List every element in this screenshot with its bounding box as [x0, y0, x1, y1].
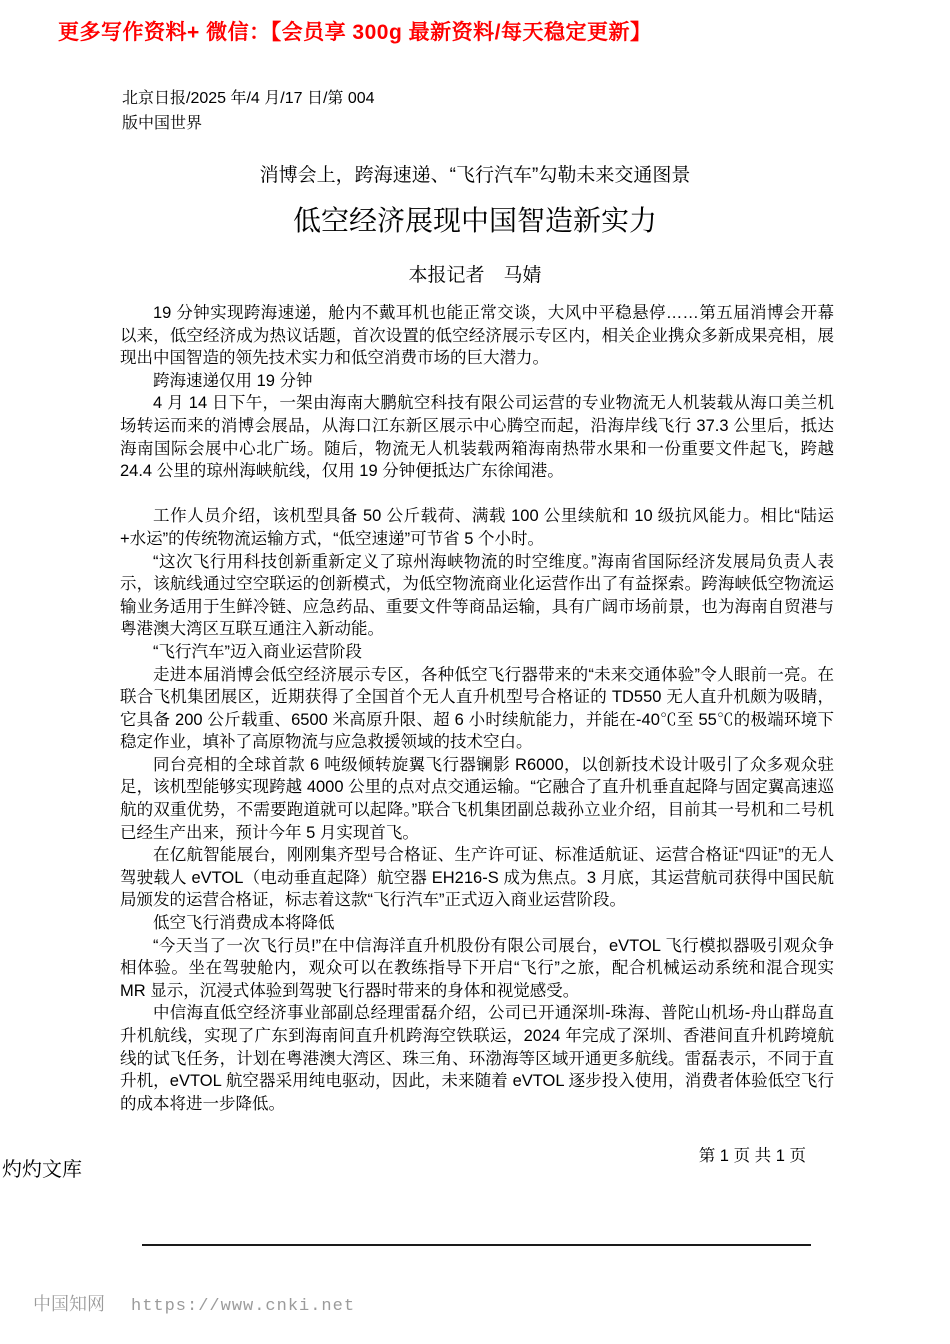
article-paragraph: 走进本届消博会低空经济展示专区，各种低空飞行器带来的“未来交通体验”令人眼前一亮。在联合飞机集团展区，近期获得了全国首个无人直升机型号合格证的 TD550 无人直升机颇为吸睛，它具备 200 公斤载重、6500 米高原升限、超 6 小时续航能力，并能在-40℃至 55℃的极端环境下稳定作业，填补了高原物流与应急救援领域的技术空白。	[120, 665, 834, 752]
article-body	[120, 302, 834, 1115]
library-watermark: 灼灼文库	[2, 1159, 82, 1181]
article-subtitle: 消博会上，跨海速递、“飞行汽车”勾勒未来交通图景	[259, 165, 691, 186]
article-paragraph: 中信海直低空经济事业部副总经理雷磊介绍，公司已开通深圳-珠海、普陀山机场-舟山群岛直升机航线，实现了广东到海南间直升机跨海空铁联运，2024 年完成了深圳、香港间直升机跨境航线的试飞任务，计划在粤港澳大湾区、珠三角、环渤海等区域开通更多航线。雷磊表示，不同于直升机，eVTOL 航空器采用纯电驱动，因此，未来随着 eVTOL 逐步投入使用，消费者体验低空飞行的成本将进一步降低。	[120, 1004, 834, 1113]
article-paragraph: 在亿航智能展台，刚刚集齐型号合格证、生产许可证、标准适航证、运营合格证“四证”的无人驾驶载人 eVTOL（电动垂直起降）航空器 EH216-S 成为焦点。3 月底，其运营航司获得中国民航局颁发的运营合格证，标志着这款“飞行汽车”正式迈入商业运营阶段。	[120, 846, 834, 910]
section-heading: 低空飞行消费成本将降低	[153, 914, 335, 933]
section-heading: 跨海速递仅用 19 分钟	[153, 371, 313, 390]
article-paragraph: “这次飞行用科技创新重新定义了琼州海峡物流的时空维度。”海南省国际经济发展局负责人表示，该航线通过空空联运的创新模式，为低空物流商业化运营作出了有益探索。跨海峡低空物流运输业务适用于生鲜冷链、应急药品、重要文件等商品运输，具有广阔市场前景，也为海南自贸港与粤港澳大湾区互联互通注入新动能。	[120, 552, 834, 639]
cnki-site-name: 中国知网	[33, 1294, 105, 1314]
article-byline: 本报记者 马婧	[408, 265, 542, 286]
cnki-site-url: https://www.cnki.net	[131, 1297, 356, 1316]
publication-source-line1: 北京日报/2025 年/4 月/17 日/第 004	[122, 90, 375, 107]
publication-source	[122, 86, 375, 136]
article-paragraph: 同台亮相的全球首款 6 吨级倾转旋翼飞行器镧影 R6000，以创新技术设计吸引了众多观众驻足，该机型能够实现跨越 4000 公里的点对点交通运输。“它融合了直升机垂直起降与固定翼高速巡航的双重优势，不需要跑道就可以起降。”联合飞机集团副总裁孙立业介绍，目前其一号机和二号机已经生产出来，预计今年 5 月实现首飞。	[120, 755, 834, 842]
article-paragraph: 工作人员介绍，该机型具备 50 公斤载荷、满载 100 公里续航和 10 级抗风能力。相比“陆运+水运”的传统物流运输方式，“低空速递”可节省 5 个小时。	[120, 507, 834, 548]
article-title: 低空经济展现中国智造新实力	[292, 205, 657, 236]
promo-header: 更多写作资料+ 微信：【会员享 300g 最新资料/每天稳定更新】	[58, 21, 652, 44]
cnki-watermark	[33, 1290, 355, 1316]
page-indicator: 第 1 页 共 1 页	[698, 1147, 806, 1165]
article-paragraph: 4 月 14 日下午，一架由海南大鹏航空科技有限公司运营的专业物流无人机装载从海口美兰机场转运而来的消博会展品，从海口江东新区展示中心腾空而起，沿海岸线飞行 37.3 公里后，抵达海南国际会展中心北广场。随后，物流无人机装载两箱海南热带水果和一份重要文件起飞，跨越 24.4 公里的琼州海峡航线，仅用 19 分钟便抵达广东徐闻港。	[120, 394, 834, 481]
publication-source-line2: 版中国世界	[122, 115, 203, 132]
section-heading: “飞行汽车”迈入商业运营阶段	[153, 642, 362, 661]
article-paragraph: “今天当了一次飞行员!”在中信海洋直升机股份有限公司展台，eVTOL 飞行模拟器吸引观众争相体验。坐在驾驶舱内，观众可以在教练指导下开启“飞行”之旅，配合机械运动系统和混合现实 MR 显示，沉浸式体验到驾驶飞行器时带来的身体和视觉感受。	[120, 936, 834, 1000]
article-paragraph: 19 分钟实现跨海速递，舱内不戴耳机也能正常交谈，大风中平稳悬停……第五届消博会开幕以来，低空经济成为热议话题，首次设置的低空经济展示专区内，相关企业携众多新成果亮相，展现出中国智造的领先技术实力和低空消费市场的巨大潜力。	[120, 304, 834, 368]
footer-divider	[142, 1244, 811, 1246]
